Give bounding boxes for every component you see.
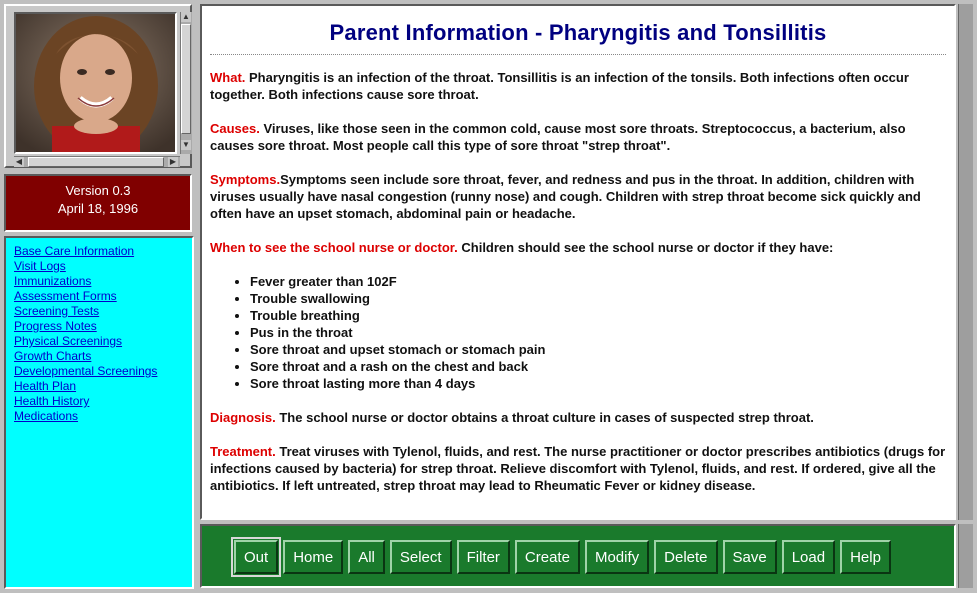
modify-button[interactable]: Modify — [585, 540, 649, 574]
section-treatment-label: Treatment. — [210, 444, 276, 459]
scroll-up-icon[interactable]: ▲ — [182, 12, 190, 21]
section-diagnosis-text: The school nurse or doctor obtains a throat culture in cases of suspected strep throat. — [275, 410, 814, 425]
list-item: • Sore throat and a rash on the chest and back — [250, 358, 946, 375]
nav-link-screening-tests[interactable]: Screening Tests — [14, 304, 100, 318]
nav-link-medications[interactable]: Medications — [14, 409, 79, 423]
student-photo-frame — [4, 4, 192, 168]
nav-link-physical-screenings[interactable]: Physical Screenings — [14, 334, 123, 348]
photo-vertical-scrollbar[interactable] — [180, 12, 192, 154]
create-button[interactable]: Create — [515, 540, 580, 574]
home-button[interactable]: Home — [283, 540, 343, 574]
version-date: April 18, 1996 — [57, 201, 139, 216]
scroll-right-icon[interactable]: ▶ — [169, 157, 177, 166]
page-title: Parent Information - Pharyngitis and Tonsillitis — [329, 20, 827, 45]
help-button[interactable]: Help — [840, 540, 891, 574]
filter-button[interactable]: Filter — [457, 540, 510, 574]
section-when-text: Children should see the school nurse or doctor if they have: — [457, 240, 834, 255]
content-body — [210, 16, 946, 511]
section-causes — [210, 120, 946, 154]
version-info — [4, 174, 192, 232]
section-causes-text: Viruses, like those seen in the common cold, cause most sore throats. Streptococcus, a bacterium, also causes sore throat. Most people call this type of sore throat "strep throat". — [210, 121, 906, 153]
section-causes-label: Causes. — [210, 121, 260, 136]
photo-vscroll-thumb[interactable] — [181, 24, 191, 134]
nav-link-base-care[interactable]: Base Care Information — [14, 244, 135, 258]
nav-link-health-history[interactable]: Health History — [14, 394, 90, 408]
title-divider — [210, 54, 946, 55]
list-item: • Trouble breathing — [250, 307, 946, 324]
toolbar — [200, 524, 956, 588]
list-item: • Sore throat lasting more than 4 days — [250, 375, 946, 392]
section-symptoms-text: Symptoms seen include sore throat, fever, and redness and pus in the throat. In addition, children with viruses usually have nasal congestion (runny nose) and cough. Children with strep throat become sick quickly and often have an upset stomach, abdominal pain or headache. — [210, 172, 921, 221]
content-panel — [200, 4, 956, 520]
content-vertical-scrollbar[interactable] — [958, 4, 973, 520]
section-diagnosis-label: Diagnosis. — [210, 410, 276, 425]
section-symptoms-label: Symptoms. — [210, 172, 281, 187]
photo-hscroll-thumb[interactable] — [28, 157, 164, 167]
scroll-down-icon[interactable]: ▼ — [182, 140, 190, 149]
nav-link-visit-logs[interactable]: Visit Logs — [14, 259, 66, 273]
section-symptoms — [210, 171, 946, 222]
nav-link-health-plan[interactable]: Health Plan — [14, 379, 77, 393]
section-when-label: When to see the school nurse or doctor. — [210, 240, 458, 255]
list-item: • Pus in the throat — [250, 324, 946, 341]
section-what-label: What. — [210, 70, 246, 85]
nav-link-immunizations[interactable]: Immunizations — [14, 274, 92, 288]
section-treatment-text: Treat viruses with Tylenol, fluids, and rest. The nurse practitioner or doctor prescribes antibiotics (drugs for infections caused by bacteria) for strep throat. Relieve discomfort with Tylenol, fluids, and rest. If ordered, give all the antibiotics. If left untreated, strep throat may lead to Rheumatic Fever or kidney disease. — [210, 444, 946, 493]
scroll-left-icon[interactable]: ◀ — [15, 157, 23, 166]
version-label: Version 0.3 — [65, 183, 131, 198]
when-list — [210, 273, 946, 392]
nav-link-developmental-screenings[interactable]: Developmental Screenings — [14, 364, 158, 378]
toolbar-buttons — [234, 540, 891, 574]
list-item: • Sore throat and upset stomach or stomach pain — [250, 341, 946, 358]
save-button[interactable]: Save — [723, 540, 777, 574]
section-when — [210, 239, 946, 256]
all-button[interactable]: All — [348, 540, 385, 574]
select-button[interactable]: Select — [390, 540, 452, 574]
list-item: • Trouble swallowing — [250, 290, 946, 307]
nav-link-growth-charts[interactable]: Growth Charts — [14, 349, 92, 363]
section-what — [210, 69, 946, 103]
photo-horizontal-scrollbar[interactable] — [14, 156, 180, 167]
load-button[interactable]: Load — [782, 540, 835, 574]
section-diagnosis — [210, 409, 946, 426]
delete-button[interactable]: Delete — [654, 540, 717, 574]
navigation-panel — [4, 236, 194, 589]
student-photo — [14, 12, 177, 154]
nav-link-progress-notes[interactable]: Progress Notes — [14, 319, 97, 333]
nav-link-assessment-forms[interactable]: Assessment Forms — [14, 289, 117, 303]
out-button[interactable]: Out — [234, 540, 278, 574]
toolbar-scrollbar[interactable] — [958, 524, 973, 588]
section-treatment — [210, 443, 946, 494]
section-what-text: Pharyngitis is an infection of the throat. Tonsillitis is an infection of the tonsils. Both infections often occur together. Both infections cause sore throat. — [210, 70, 909, 102]
student-portrait-image — [16, 14, 175, 152]
list-item: • Fever greater than 102F — [250, 273, 946, 290]
